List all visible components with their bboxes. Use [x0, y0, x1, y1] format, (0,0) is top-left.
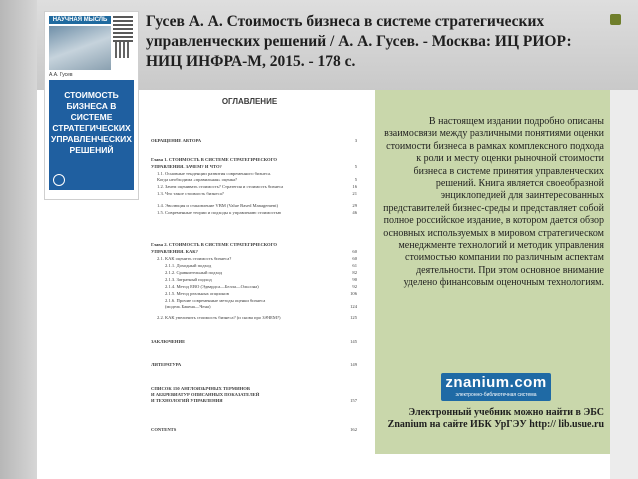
toc-entry: 2.1.2. Сравнительный подход	[165, 270, 223, 275]
toc-page-number: 149	[350, 362, 357, 367]
toc-page-number: 61	[352, 263, 357, 268]
toc-entry: ЛИТЕРАТУРА	[151, 362, 182, 367]
toc-entry: 1.5. Современные теории и подходы к управлению стоимостью	[157, 210, 282, 215]
toc-entry: И ТЕХНОЛОГИЙ УПРАВЛЕНИЯ	[151, 398, 223, 403]
toc-page-number: 60	[352, 249, 357, 254]
toc-heading: ОГЛАВЛЕНИЕ	[221, 97, 278, 106]
toc-entry: 2.1.4. Метод EBO (Эдвардса—Белла—Ольсона)	[165, 284, 259, 289]
left-decor-strip	[0, 0, 37, 479]
toc-entry: CONTENTS	[151, 427, 177, 432]
cover-author: А.А. Гусев	[49, 72, 73, 78]
toc-entry: ЗАКЛЮЧЕНИЕ	[151, 339, 186, 344]
slide-title: Гусев А. А. Стоимость бизнеса в системе стратегических управленческих решений / А. А. Гусев. - Москва: ИЦ РИОР: НИЦ ИНФРА-М, 2015. - 178 с.	[146, 13, 572, 70]
cover-publisher: НАУЧНАЯ МЫСЛЬ	[49, 16, 111, 24]
toc-entry: 1.2. Зачем оценивать стоимость? Стратегия и стоимость бизнеса	[157, 184, 284, 189]
toc-page-number: 106	[350, 291, 357, 296]
toc-page-number: 5	[354, 177, 357, 182]
toc-entry: 2.1.6. Прочие современные методы оценки бизнеса	[165, 298, 266, 303]
right-decor-area	[610, 90, 638, 479]
toc-page-number: 5	[354, 164, 357, 169]
toc-entry: 1.1. Основные тенденции развития современного бизнеса.	[157, 171, 272, 176]
toc-entry: (модель Бакена—Чена)	[165, 304, 211, 309]
cover-title: СТОИМОСТЬ БИЗНЕСА В СИСТЕМЕ СТРАТЕГИЧЕСКИХ УПРАВЛЕНЧЕСКИХ РЕШЕНИЙ	[51, 90, 132, 155]
znanium-logo[interactable]	[441, 373, 551, 401]
toc-entry: И АББРЕВИАТУР ОПИСАННЫХ ПОКАЗАТЕЛЕЙ	[151, 392, 260, 397]
toc-page-number: 16	[352, 184, 357, 189]
toc-page-number: 145	[350, 339, 357, 344]
toc-entry: 2.1.5. Метод реальных опционов	[165, 291, 229, 296]
ebs-note: Электронный учебник можно найти в ЭБС Znanium на сайте ИБК УрГЭУ http:// lib.usue.ru	[387, 407, 604, 430]
toc-page-number: 82	[352, 270, 357, 275]
toc-page-number: 157	[350, 398, 357, 403]
toc-entry: СПИСОК 150 АНГЛОЯЗЫЧНЫХ ТЕРМИНОВ	[151, 386, 250, 391]
toc-entry: Глава 1. СТОИМОСТЬ В СИСТЕМЕ СТРАТЕГИЧЕСКОГО	[151, 157, 277, 162]
toc-page-number: 90	[352, 277, 357, 282]
toc-entry: 1.3. Что такое стоимость бизнеса?	[157, 191, 224, 196]
toc-entry: ОБРАЩЕНИЕ АВТОРА	[151, 138, 202, 143]
toc-entry: Когда необходима «правильная» оценка?	[157, 177, 238, 182]
book-cover	[44, 11, 139, 200]
toc-entry: 2.1.3. Затратный подход	[165, 277, 212, 282]
barcode-icon	[115, 42, 131, 58]
znanium-logo-name: znanium.com	[445, 374, 547, 391]
book-description: В настоящем издании подробно описаны взаимосвязи между различными понятиями оценки стоимости бизнеса в рамках комплексного подхода к роли и месту оценки рыночной стоимости бизнеса в системе принятия управленческих решений. Книга является своеобразной энциклопедией для заинтересованных представителей бизнес-среды и представляет собой полное российское издание, в котором дается обзор основных используемых в мировом стратегическом менеджменте технологий и методик управления стоимостью компании по различным аспектам деятельности. При этом основное внимание уделено финансовым оценочным технологиям.	[383, 116, 604, 289]
toc-page-number: 124	[350, 304, 357, 309]
toc-page-number: 60	[352, 256, 357, 261]
cover-photo	[49, 26, 111, 70]
toc-entry: Глава 2. СТОИМОСТЬ В СИСТЕМЕ СТРАТЕГИЧЕСКОГО	[151, 242, 277, 247]
toc-entry: УПРАВЛЕНИЯ. ЗАЧЕМ? И ЧТО?	[151, 164, 222, 169]
toc-entry: 1.4. Эволюция и становление VBM (Value Based Management)	[157, 203, 279, 208]
znanium-logo-subtitle: электронно-библиотечная система	[455, 392, 537, 398]
accent-bullet-icon	[610, 14, 621, 25]
toc-entry: УПРАВЛЕНИЯ. КАК?	[151, 249, 198, 254]
toc-page-number: 3	[354, 138, 357, 143]
toc-page-number: 46	[352, 210, 357, 215]
toc-page-number: 21	[352, 191, 357, 196]
toc-entry: 2.2. КАК увеличить стоимость бизнеса? (и снова про ЗАЧЕМ?)	[157, 315, 281, 320]
publisher-logo-icon	[53, 174, 65, 186]
toc-page-number: 92	[352, 284, 357, 289]
toc-page-number: 125	[350, 315, 357, 320]
toc-page-number: 29	[352, 203, 357, 208]
toc-entry: 2.1. КАК оценить стоимость бизнеса?	[157, 256, 232, 261]
qr-code-icon	[113, 16, 133, 42]
toc-entry: 2.1.1. Доходный подход	[165, 263, 212, 268]
toc-page-number: 162	[350, 427, 357, 432]
table-of-contents-page	[147, 90, 375, 452]
